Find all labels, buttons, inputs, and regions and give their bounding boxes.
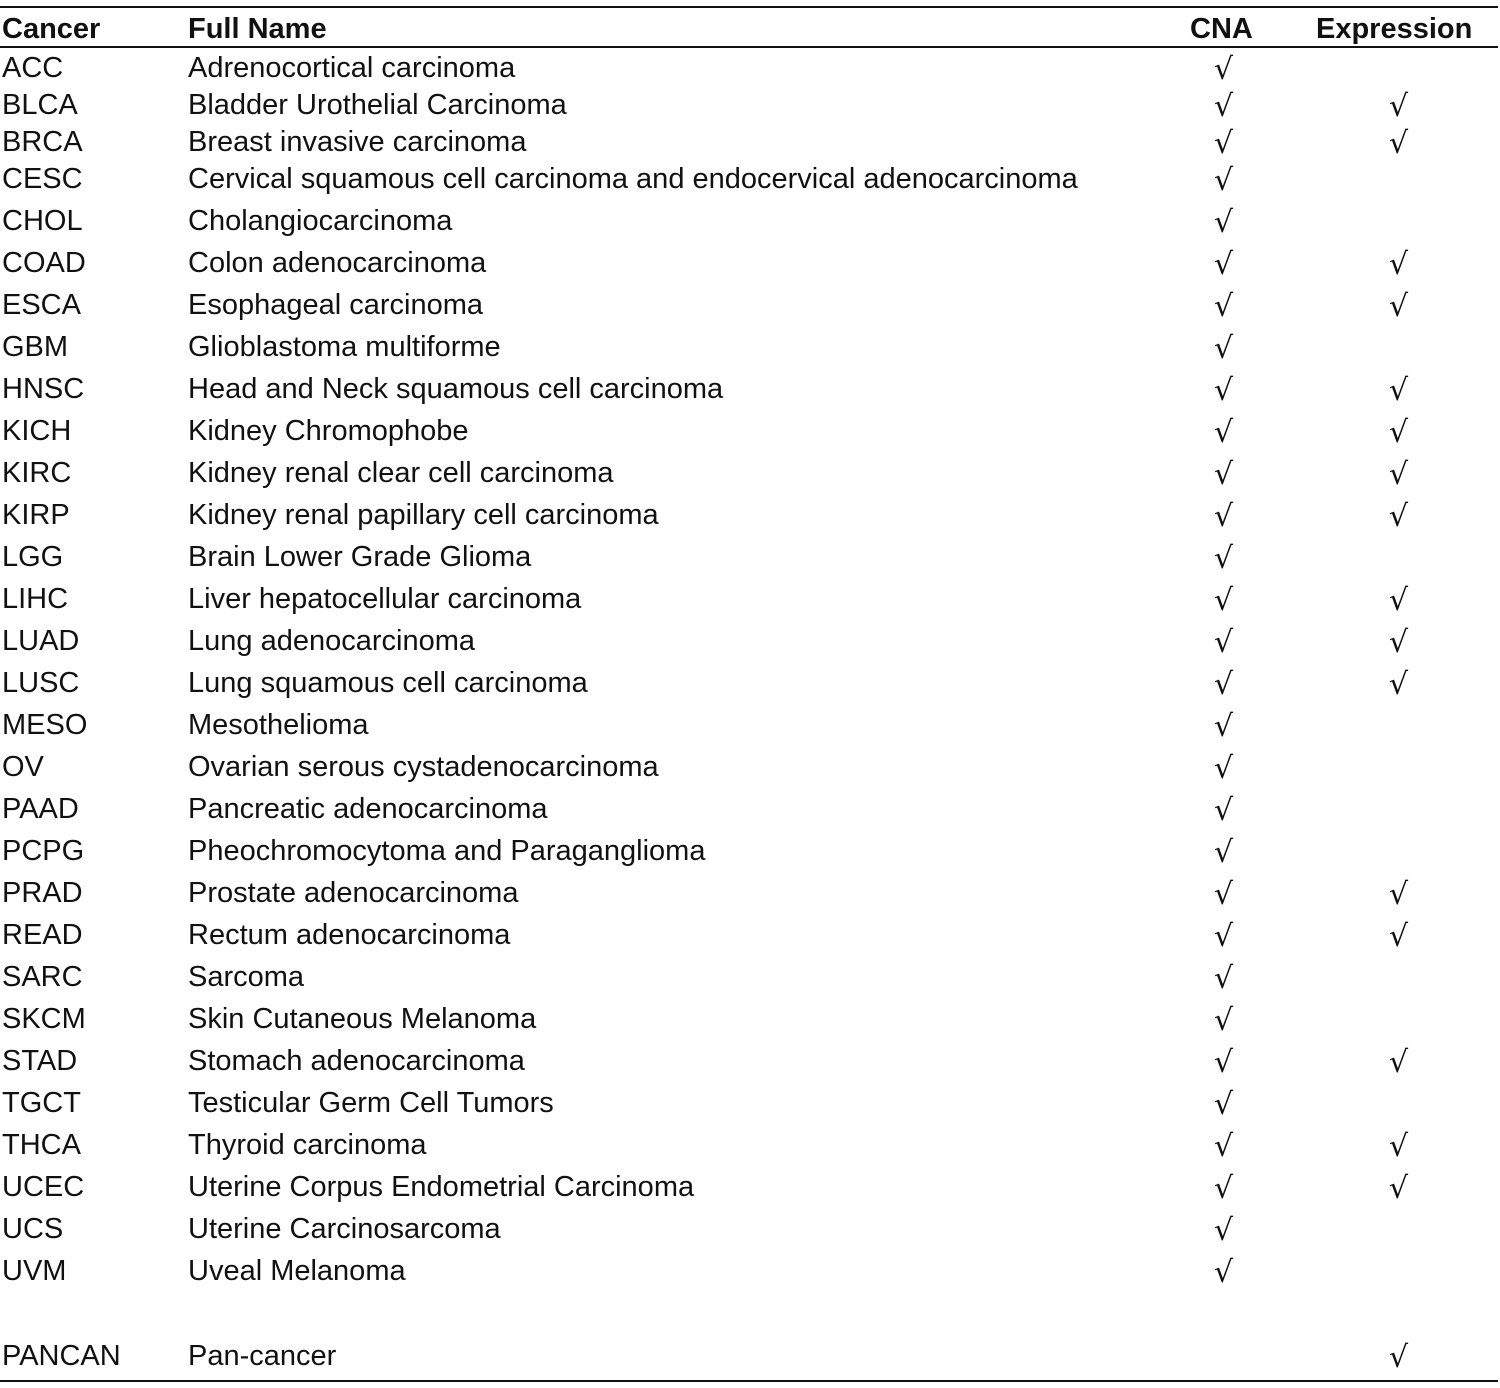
table-bottom-rule xyxy=(0,1380,1498,1382)
cancer-code: PAAD xyxy=(2,793,79,825)
cancer-full-name: Kidney renal papillary cell carcinoma xyxy=(188,499,659,531)
cancer-code: READ xyxy=(2,919,83,951)
cancer-code: MESO xyxy=(2,709,88,741)
cancer-full-name: Pheochromocytoma and Paraganglioma xyxy=(188,835,706,867)
table-top-rule xyxy=(0,6,1498,8)
cna-check-icon: √ xyxy=(1214,289,1234,324)
cancer-code: ACC xyxy=(2,52,64,84)
table-row xyxy=(0,833,1498,873)
table-row xyxy=(0,665,1498,705)
cancer-code: LGG xyxy=(2,541,64,573)
table-row xyxy=(0,1253,1498,1293)
cna-check-icon: √ xyxy=(1214,126,1234,161)
cancer-code: KIRC xyxy=(2,457,72,489)
cancer-full-name: Stomach adenocarcinoma xyxy=(188,1045,525,1077)
cancer-full-name: Cervical squamous cell carcinoma and endocervical adenocarcinoma xyxy=(188,163,1078,195)
table-row xyxy=(0,1211,1498,1251)
cna-check-icon: √ xyxy=(1214,1171,1234,1206)
cna-check-icon: √ xyxy=(1214,205,1234,240)
expression-check-icon: √ xyxy=(1389,1171,1409,1206)
cancer-full-name: Testicular Germ Cell Tumors xyxy=(188,1087,554,1119)
cancer-code: PCPG xyxy=(2,835,85,867)
cancer-full-name: Pancreatic adenocarcinoma xyxy=(188,793,548,825)
expression-check-icon: √ xyxy=(1389,583,1409,618)
cancer-code: UVM xyxy=(2,1255,67,1287)
cna-check-icon: √ xyxy=(1214,1213,1234,1248)
cna-check-icon: √ xyxy=(1214,1045,1234,1080)
table-row xyxy=(0,623,1498,663)
table-header-rule xyxy=(0,46,1498,48)
cancer-full-name: Sarcoma xyxy=(188,961,305,993)
table-row xyxy=(0,455,1498,495)
cancer-code: OV xyxy=(2,751,44,783)
table-row xyxy=(0,413,1498,453)
table-row xyxy=(0,581,1498,621)
table-row xyxy=(0,1001,1498,1041)
header-cna: CNA xyxy=(1190,13,1253,45)
cna-check-icon: √ xyxy=(1214,247,1234,282)
cna-check-icon: √ xyxy=(1214,457,1234,492)
cna-check-icon: √ xyxy=(1214,499,1234,534)
cancer-code: CHOL xyxy=(2,205,83,237)
expression-check-icon: √ xyxy=(1389,247,1409,282)
cancer-full-name: Breast invasive carcinoma xyxy=(188,126,527,158)
cna-check-icon: √ xyxy=(1214,667,1234,702)
cancer-full-name: Lung adenocarcinoma xyxy=(188,625,475,657)
cancer-code: KIRP xyxy=(2,499,70,531)
cancer-full-name: Uterine Corpus Endometrial Carcinoma xyxy=(188,1171,695,1203)
cancer-code: BRCA xyxy=(2,126,83,158)
cancer-code: LIHC xyxy=(2,583,69,615)
cancer-code: BLCA xyxy=(2,89,78,121)
expression-check-icon: √ xyxy=(1389,499,1409,534)
table-row xyxy=(0,161,1498,201)
cancer-code: SKCM xyxy=(2,1003,86,1035)
cna-check-icon: √ xyxy=(1214,1255,1234,1290)
cna-check-icon: √ xyxy=(1214,415,1234,450)
cna-check-icon: √ xyxy=(1214,163,1234,198)
cancer-code: HNSC xyxy=(2,373,85,405)
cancer-code: SARC xyxy=(2,961,83,993)
cancer-full-name: Prostate adenocarcinoma xyxy=(188,877,519,909)
expression-check-icon: √ xyxy=(1389,919,1409,954)
expression-check-icon: √ xyxy=(1389,89,1409,124)
cancer-code: COAD xyxy=(2,247,86,279)
table-row xyxy=(0,50,1498,90)
expression-check-icon: √ xyxy=(1389,126,1409,161)
cancer-full-name: Uveal Melanoma xyxy=(188,1255,406,1287)
cancer-full-name: Mesothelioma xyxy=(188,709,369,741)
cancer-full-name: Colon adenocarcinoma xyxy=(188,247,487,279)
expression-check-icon: √ xyxy=(1389,1340,1409,1375)
table-row xyxy=(0,287,1498,327)
cancer-full-name: Uterine Carcinosarcoma xyxy=(188,1213,501,1245)
cancer-full-name: Brain Lower Grade Glioma xyxy=(188,541,532,573)
cancer-code: PRAD xyxy=(2,877,83,909)
cancer-full-name: Adrenocortical carcinoma xyxy=(188,52,516,84)
table-header xyxy=(0,10,1498,46)
cna-check-icon: √ xyxy=(1214,877,1234,912)
cna-check-icon: √ xyxy=(1214,961,1234,996)
expression-check-icon: √ xyxy=(1389,289,1409,324)
cna-check-icon: √ xyxy=(1214,751,1234,786)
table-row xyxy=(0,124,1498,164)
cancer-full-name: Lung squamous cell carcinoma xyxy=(188,667,588,699)
cancer-full-name: Pan-cancer xyxy=(188,1340,337,1372)
table-row xyxy=(0,1127,1498,1167)
table-row xyxy=(0,1169,1498,1209)
cna-check-icon: √ xyxy=(1214,331,1234,366)
cancer-code: PANCAN xyxy=(2,1340,121,1372)
table-row xyxy=(0,371,1498,411)
table-row xyxy=(0,959,1498,999)
expression-check-icon: √ xyxy=(1389,877,1409,912)
header-cancer: Cancer xyxy=(2,13,101,45)
cna-check-icon: √ xyxy=(1214,373,1234,408)
cna-check-icon: √ xyxy=(1214,89,1234,124)
cna-check-icon: √ xyxy=(1214,1087,1234,1122)
table-row xyxy=(0,917,1498,957)
table-row xyxy=(0,1085,1498,1125)
cancer-full-name: Head and Neck squamous cell carcinoma xyxy=(188,373,724,405)
cancer-code: LUSC xyxy=(2,667,80,699)
cancer-full-name: Kidney renal clear cell carcinoma xyxy=(188,457,614,489)
cna-check-icon: √ xyxy=(1214,709,1234,744)
table-row xyxy=(0,497,1498,537)
cancer-full-name: Cholangiocarcinoma xyxy=(188,205,453,237)
cancer-full-name: Thyroid carcinoma xyxy=(188,1129,427,1161)
expression-check-icon: √ xyxy=(1389,667,1409,702)
header-full-name: Full Name xyxy=(188,13,327,45)
cancer-code: UCS xyxy=(2,1213,64,1245)
cna-check-icon: √ xyxy=(1214,52,1234,87)
table-row xyxy=(0,87,1498,127)
cna-check-icon: √ xyxy=(1214,919,1234,954)
expression-check-icon: √ xyxy=(1389,625,1409,660)
cna-check-icon: √ xyxy=(1214,583,1234,618)
table-row xyxy=(0,875,1498,915)
table-row xyxy=(0,203,1498,243)
table-row xyxy=(0,707,1498,747)
cancer-full-name: Kidney Chromophobe xyxy=(188,415,469,447)
cna-check-icon: √ xyxy=(1214,1129,1234,1164)
cancer-code: STAD xyxy=(2,1045,78,1077)
cancer-full-name: Liver hepatocellular carcinoma xyxy=(188,583,582,615)
table-row xyxy=(0,749,1498,789)
cancer-code: ESCA xyxy=(2,289,81,321)
table-row xyxy=(0,1043,1498,1083)
cancer-code: THCA xyxy=(2,1129,81,1161)
cna-check-icon: √ xyxy=(1214,1003,1234,1038)
cancer-code: UCEC xyxy=(2,1171,85,1203)
cancer-full-name: Rectum adenocarcinoma xyxy=(188,919,511,951)
expression-check-icon: √ xyxy=(1389,373,1409,408)
expression-check-icon: √ xyxy=(1389,457,1409,492)
table-row xyxy=(0,329,1498,369)
cancer-code: LUAD xyxy=(2,625,80,657)
table-row xyxy=(0,791,1498,831)
table-row xyxy=(0,1338,1498,1378)
header-expression: Expression xyxy=(1316,13,1473,45)
cancer-full-name: Glioblastoma multiforme xyxy=(188,331,501,363)
cancer-code: GBM xyxy=(2,331,69,363)
cancer-full-name: Esophageal carcinoma xyxy=(188,289,484,321)
expression-check-icon: √ xyxy=(1389,415,1409,450)
expression-check-icon: √ xyxy=(1389,1129,1409,1164)
cna-check-icon: √ xyxy=(1214,541,1234,576)
cancer-code: CESC xyxy=(2,163,83,195)
cancer-code: KICH xyxy=(2,415,72,447)
cancer-full-name: Bladder Urothelial Carcinoma xyxy=(188,89,567,121)
cancer-full-name: Ovarian serous cystadenocarcinoma xyxy=(188,751,659,783)
table-row xyxy=(0,539,1498,579)
table-row xyxy=(0,245,1498,285)
cancer-code: TGCT xyxy=(2,1087,81,1119)
cna-check-icon: √ xyxy=(1214,835,1234,870)
cna-check-icon: √ xyxy=(1214,793,1234,828)
expression-check-icon: √ xyxy=(1389,1045,1409,1080)
cna-check-icon: √ xyxy=(1214,625,1234,660)
cancer-full-name: Skin Cutaneous Melanoma xyxy=(188,1003,537,1035)
